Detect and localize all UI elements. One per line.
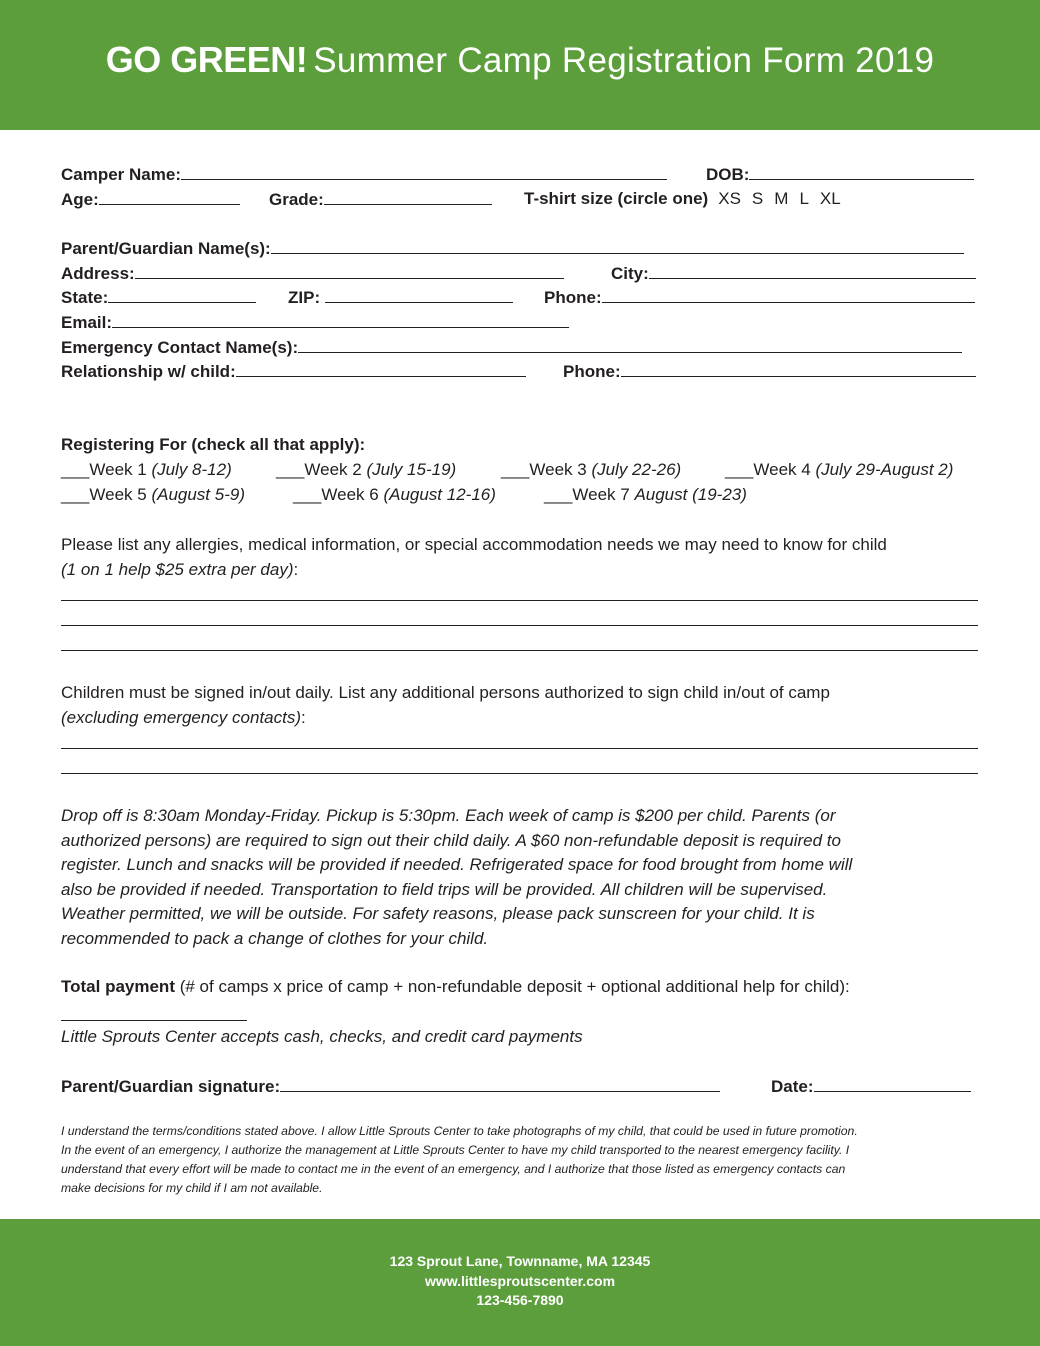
policy-line: recommended to pack a change of clothes for your child. (61, 928, 489, 948)
parent-name-label: Parent/Guardian Name(s): (61, 239, 271, 258)
relationship-row (61, 361, 981, 383)
address-field[interactable] (135, 263, 564, 279)
allergies-prompt (61, 533, 981, 582)
state-field[interactable] (108, 287, 256, 303)
policy-line: Weather permitted, we will be outside. For safety reasons, please pack sunscreen for your child. It is (61, 904, 815, 923)
week-6-option[interactable]: ___Week 6 (August 12-16) (293, 485, 496, 504)
email-field[interactable] (112, 312, 569, 328)
page-title (106, 39, 935, 81)
zip-field[interactable] (325, 287, 513, 303)
emergency-contact-row (61, 337, 981, 359)
header-banner (0, 0, 1040, 130)
tshirt-option-l[interactable]: L (799, 189, 809, 208)
authorized-line-2[interactable] (61, 773, 978, 774)
footer-address: 123 Sprout Lane, Townname, MA 12345 (389, 1253, 651, 1269)
payment-row (61, 977, 981, 999)
camper-name-label: Camper Name: (61, 165, 181, 184)
signature-label: Parent/Guardian signature: (61, 1077, 281, 1096)
allergies-line-1[interactable] (61, 600, 978, 601)
registering-heading: Registering For (check all that apply): (61, 435, 366, 454)
weeks-row-1 (61, 460, 981, 482)
terms-line: I understand the terms/conditions stated above. I allow Little Sprouts Center to take photographs of my child, that could be used in future promotion. (61, 1124, 858, 1138)
tshirt-option-s[interactable]: S (751, 189, 764, 208)
age-label: Age: (61, 190, 99, 209)
footer-website[interactable]: www.littlesproutscenter.com (424, 1272, 616, 1289)
authorized-note: (excluding emergency contacts) (61, 707, 302, 727)
zip-label: ZIP: (288, 288, 321, 307)
tshirt-option-m[interactable]: M (774, 189, 789, 208)
policy-line: authorized persons) are required to sign out their child daily. A $60 non-refundable deposit is required to (61, 830, 841, 850)
address-row (61, 263, 981, 285)
payment-accepts-row (61, 1027, 981, 1049)
terms-line: make decisions for my child if I am not available. (61, 1181, 323, 1195)
payment-total-field[interactable] (61, 1020, 247, 1021)
emergency-contact-label: Emergency Contact Name(s): (61, 338, 299, 357)
authorized-colon: : (301, 707, 306, 727)
state-zip-phone-row (61, 287, 981, 309)
week-2-option[interactable]: ___Week 2 (July 15-19) (276, 460, 457, 479)
week-7-option[interactable]: ___Week 7 August (19-23) (544, 485, 747, 504)
relationship-field[interactable] (236, 361, 526, 377)
tshirt-option-xl[interactable]: XL (819, 189, 841, 208)
terms-line: In the event of an emergency, I authorize the management at Little Sprouts Center to have my child transported to the nearest emergency facility. I (61, 1143, 850, 1157)
payment-accepts-text: Little Sprouts Center accepts cash, checks, and credit card payments (61, 1027, 583, 1046)
week-1-option[interactable]: ___Week 1 (July 8-12) (61, 460, 232, 479)
allergies-line-3[interactable] (61, 650, 978, 651)
age-grade-row (61, 189, 981, 211)
email-row (61, 312, 981, 334)
tshirt-option-xs[interactable]: XS (718, 189, 741, 208)
policy-line: register. Lunch and snacks will be provided if needed. Refrigerated space for food brought from home will (61, 855, 853, 874)
allergies-colon: : (293, 559, 299, 579)
phone-field[interactable] (602, 287, 975, 303)
date-field[interactable] (814, 1076, 971, 1092)
authorized-prompt-text: Children must be signed in/out daily. List any additional persons authorized to sign child in/out of camp (61, 683, 830, 702)
dob-label: DOB: (706, 165, 750, 184)
camper-name-row (61, 164, 981, 186)
city-field[interactable] (649, 263, 976, 279)
address-label: Address: (61, 264, 135, 283)
camper-name-field[interactable] (181, 164, 667, 180)
week-5-option[interactable]: ___Week 5 (August 5-9) (61, 485, 245, 504)
form-title: Summer Camp Registration Form 2019 (313, 41, 935, 80)
emergency-phone-field[interactable] (621, 361, 976, 377)
allergies-prompt-text: Please list any allergies, medical information, or special accommodation needs we may need to know for child (61, 535, 887, 554)
allergies-note: (1 on 1 help $25 extra per day) (61, 559, 294, 579)
policy-line: Drop off is 8:30am Monday-Friday. Pickup is 5:30pm. Each week of camp is $200 per child. Parents (or (61, 806, 836, 825)
footer-phone: 123-456-7890 (476, 1292, 564, 1308)
policy-paragraph (61, 804, 981, 951)
grade-label: Grade: (269, 190, 324, 209)
week-4-option[interactable]: ___Week 4 (July 29-August 2) (725, 460, 954, 479)
week-3-option[interactable]: ___Week 3 (July 22-26) (501, 460, 682, 479)
footer-banner (0, 1219, 1040, 1346)
dob-field[interactable] (749, 164, 974, 180)
date-label: Date: (771, 1077, 814, 1096)
email-label: Email: (61, 313, 113, 332)
signature-field[interactable] (280, 1076, 720, 1092)
payment-label: Total payment (61, 977, 175, 996)
state-label: State: (61, 288, 109, 307)
authorized-prompt (61, 681, 981, 730)
terms-line: understand that every effort will be made to contact me in the event of an emergency, and I authorize that those listed as emergency contacts can (61, 1162, 846, 1176)
authorized-line-1[interactable] (61, 748, 978, 749)
phone-label: Phone: (544, 288, 602, 307)
payment-formula: (# of camps x price of camp + non-refundable deposit + optional additional help for child): (179, 977, 850, 996)
weeks-row-2 (61, 485, 981, 507)
relationship-label: Relationship w/ child: (61, 362, 236, 381)
terms-text (61, 1122, 976, 1198)
parent-name-row (61, 238, 981, 260)
tshirt-label: T-shirt size (circle one) (524, 189, 709, 208)
policy-line: also be provided if needed. Transportation to field trips will be provided. All children will be supervised. (61, 879, 828, 899)
signature-row (61, 1076, 981, 1098)
brand-logo-text: GO GREEN! (105, 39, 308, 80)
parent-name-field[interactable] (271, 238, 964, 254)
city-label: City: (611, 264, 649, 283)
grade-field[interactable] (324, 189, 492, 205)
allergies-line-2[interactable] (61, 625, 978, 626)
emergency-phone-label: Phone: (563, 362, 621, 381)
age-field[interactable] (99, 189, 240, 205)
emergency-contact-field[interactable] (298, 337, 962, 353)
tshirt-options (718, 189, 851, 208)
registering-heading-row (61, 435, 981, 457)
